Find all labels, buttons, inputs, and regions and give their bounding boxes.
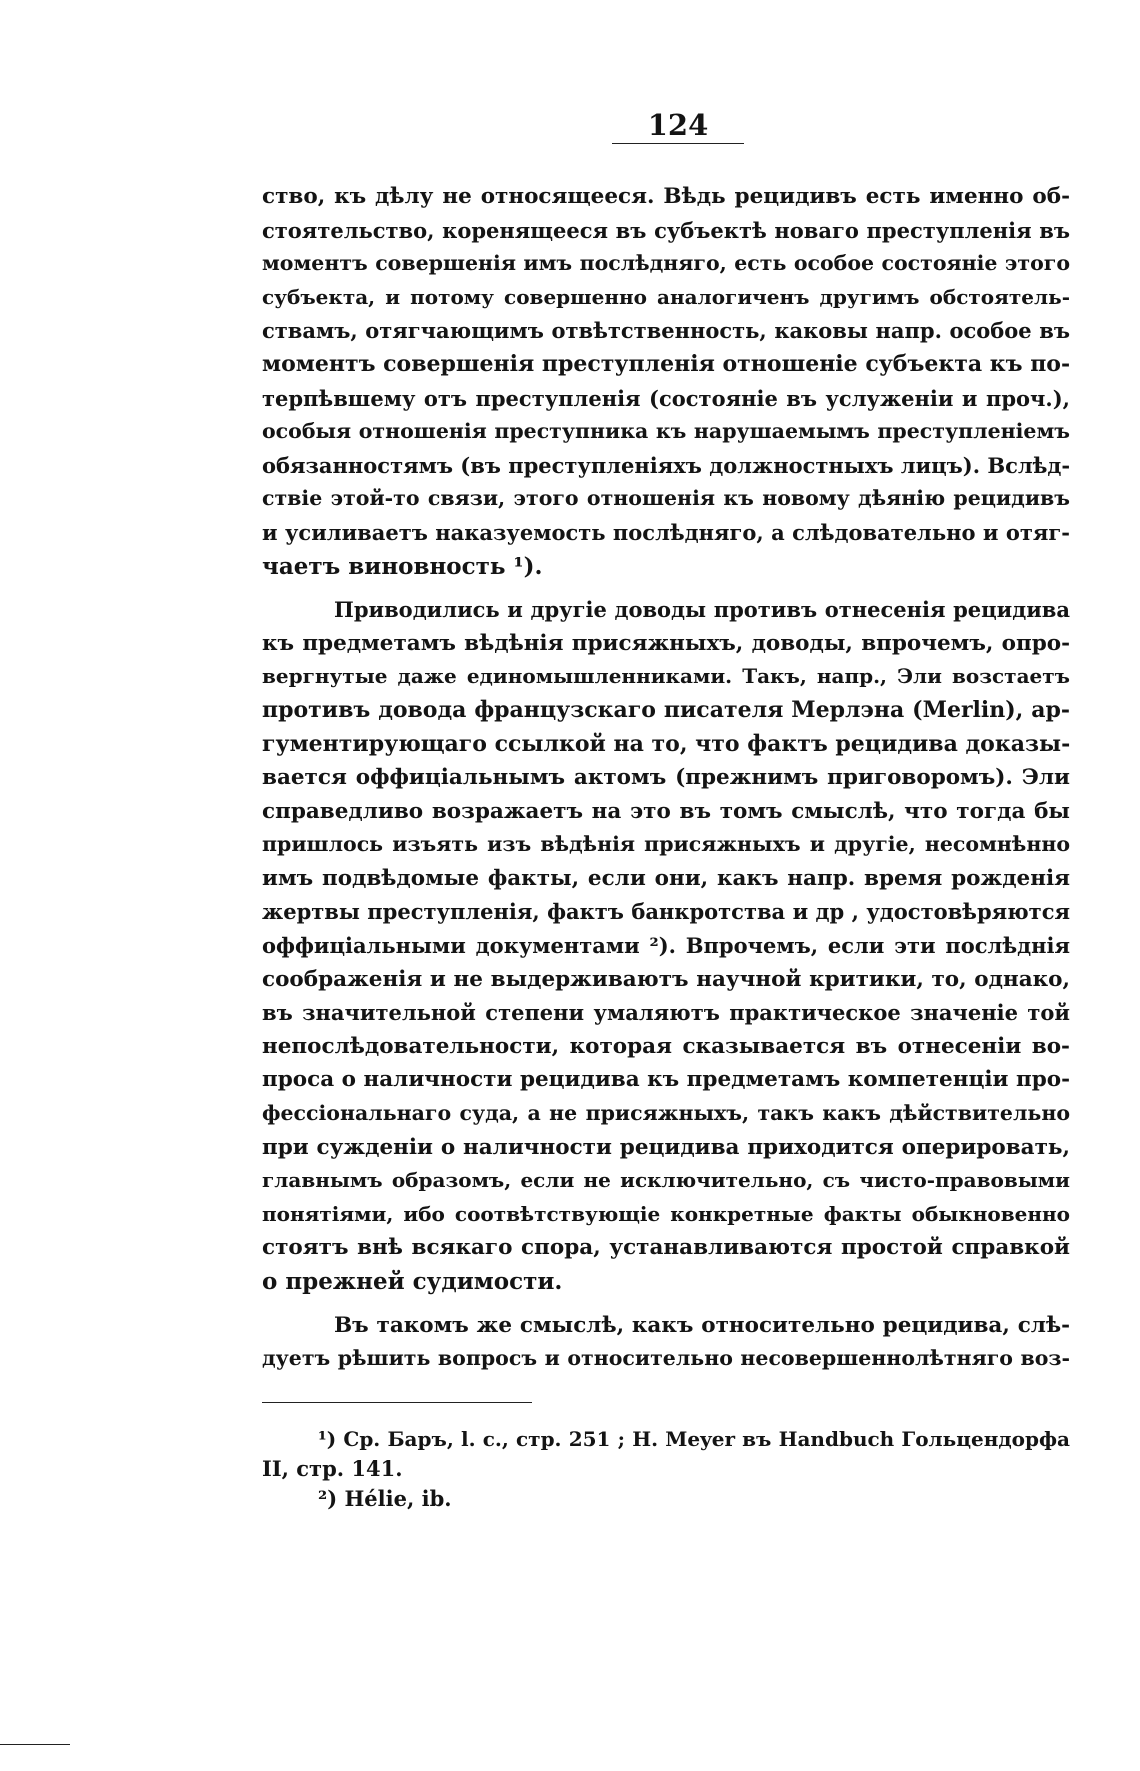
text-line: фессіональнаго суда, а не присяжныхъ, такъ какъ дѣйствительно <box>262 1101 1070 1126</box>
text-line: при сужденіи о наличности рецидива приходится оперировать, <box>262 1134 1070 1160</box>
scan-margin-mark <box>0 1744 70 1745</box>
paragraph-1 <box>262 180 1070 583</box>
text-line: терпѣвшему отъ преступленія (состояніе въ услуженіи и проч.), <box>262 385 1070 411</box>
text-line: субъекта, и потому совершенно аналогиченъ другимъ обстоятель- <box>262 284 1070 309</box>
text-line: проса о наличности рецидива къ предметамъ компетенціи про- <box>262 1067 1070 1093</box>
text-line: Въ такомъ же смыслѣ, какъ относительно рецидива, слѣ- <box>334 1312 1070 1338</box>
text-line: непослѣдовательности, которая сказывается въ отнесеніи во- <box>262 1033 1070 1059</box>
text-line: ство, къ дѣлу не относящееся. Вѣдь рецидивъ есть именно об- <box>262 184 1070 209</box>
text-line: къ предметамъ вѣдѣнія присяжныхъ, доводы, впрочемъ, опро- <box>262 630 1070 656</box>
footnote-1-continuation: II, стр. 141. <box>262 1456 403 1481</box>
text-line: Приводились и другіе доводы противъ отнесенія рецидива <box>334 597 1070 623</box>
paragraph-3 <box>262 1309 1070 1376</box>
paragraph-gap <box>262 583 1070 593</box>
footnotes <box>262 1424 1070 1514</box>
text-line: обязанностямъ (въ преступленіяхъ должностныхъ лицъ). Вслѣд- <box>262 452 1071 478</box>
text-line: гументирующаго ссылкой на то, что фактъ рецидива доказы- <box>262 730 1071 757</box>
page-number: 124 <box>647 108 709 142</box>
text-line: стоятъ внѣ всякаго спора, устанавливаются простой справкой <box>262 1235 1070 1261</box>
text-line: имъ подвѣдомые факты, если они, какъ напр. время рожденія <box>262 865 1070 891</box>
text-line: и усиливаетъ наказуемость послѣдняго, а слѣдовательно и отяг- <box>262 519 1070 545</box>
header-rule <box>612 143 744 144</box>
text-line: вается оффиціальнымъ актомъ (прежнимъ приговоромъ). Эли <box>262 765 1070 791</box>
text-line: въ значительной степени умаляютъ практическое значеніе той <box>262 1000 1070 1026</box>
text-line: вергнутые даже единомышленниками. Такъ, напр., Эли возстаетъ <box>262 664 1070 689</box>
text-line: чаетъ виновность ¹). <box>262 552 543 580</box>
text-line: ствіе этой-то связи, этого отношенія къ новому дѣянію рецидивъ <box>262 486 1070 511</box>
text-line: ствамъ, отягчающимъ отвѣтственность, каковы напр. особое въ <box>262 318 1070 344</box>
text-line: особыя отношенія преступника къ нарушаемымъ преступленіемъ <box>262 419 1070 444</box>
text-line: противъ довода французскаго писателя Мерлэна (Merlin), ар- <box>262 696 1070 723</box>
text-line: моментъ совершенія имъ послѣдняго, есть особое состояніе этого <box>262 251 1070 276</box>
footnote-1: ¹) Ср. Баръ, l. c., стр. 251 ; H. Meyer въ Handbuch Гольцендорфа <box>318 1427 1070 1451</box>
footnote-rule <box>262 1402 532 1403</box>
body-text <box>262 180 1070 1376</box>
footnote-2: ²) Hélie, ib. <box>318 1486 452 1511</box>
text-line: моментъ совершенія преступленія отношеніе субъекта къ по- <box>262 350 1071 377</box>
text-line: оффиціальными документами ²). Впрочемъ, если эти послѣднія <box>262 933 1070 959</box>
text-line: соображенія и не выдерживаютъ научной критики, то, однако, <box>262 966 1070 992</box>
text-line: о прежней судимости. <box>262 1268 563 1295</box>
paragraph-2 <box>262 593 1070 1298</box>
text-line: главнымъ образомъ, если не исключительно, съ чисто-правовыми <box>262 1168 1070 1193</box>
text-line: справедливо возражаетъ на это въ томъ смыслѣ, что тогда бы <box>262 798 1070 824</box>
text-line: понятіями, ибо соотвѣтствующіе конкретные факты обыкновенно <box>262 1201 1070 1226</box>
text-line: пришлось изъять изъ вѣдѣнія присяжныхъ и другіе, несомнѣнно <box>262 832 1070 857</box>
text-line: жертвы преступленія, фактъ банкротства и др , удостовѣряются <box>262 899 1070 925</box>
paragraph-gap <box>262 1299 1070 1309</box>
text-line: дуетъ рѣшить вопросъ и относительно несовершеннолѣтняго воз- <box>262 1346 1070 1371</box>
text-line: стоятельство, коренящееся въ субъектѣ новаго преступленія въ <box>262 217 1070 243</box>
